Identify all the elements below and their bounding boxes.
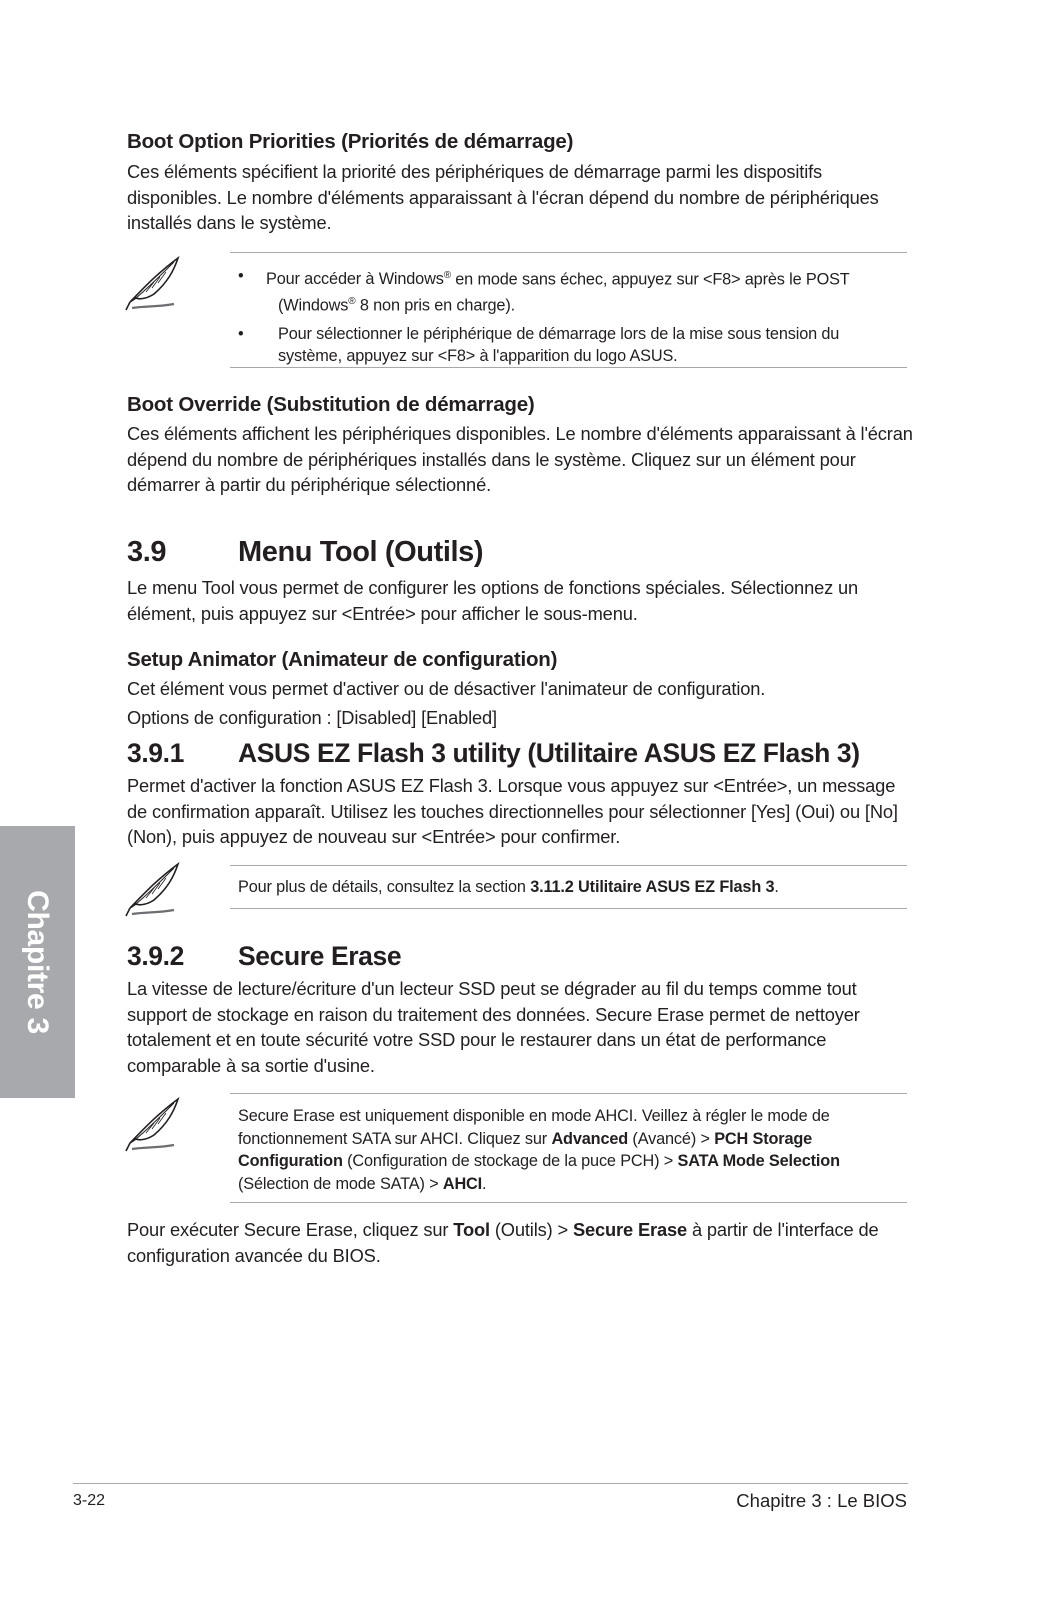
- note-text: Secure Erase est uniquement disponible en mode AHCI. Veillez à régler le mode de fonctionnement SATA sur AHCI. Cliquez sur: [238, 1107, 830, 1148]
- footer-chapter: Chapitre 3 : Le BIOS: [736, 1490, 907, 1511]
- section-number: 3.9.1: [127, 738, 184, 768]
- feather-pen-icon: [124, 1093, 188, 1155]
- note-bottom-rule: [230, 367, 907, 368]
- boot-option-body: Ces éléments spécifient la priorité des périphériques de démarrage parmi les dispositifs disponibles. Le nombre d'éléments apparaissant à l'écran dépend du nombre de périphériques installés dans le système.: [127, 161, 879, 233]
- section-3-9-2-body: La vitesse de lecture/écriture d'un lecteur SSD peut se dégrader au fil du temps comme tout support de stockage en raison du traitement des données. Secure Erase permet de nettoyer totalement et en toute sécurité votre SSD pour le restaurer dans un état de performance comparable à sa sortie d'usine.: [127, 978, 860, 1076]
- bullet1-line2: (Windows: [278, 296, 349, 315]
- bullet1-line2-cont: 8 non pris en charge).: [355, 296, 515, 315]
- note-top-rule: [230, 865, 907, 866]
- instruction-text: Pour exécuter Secure Erase, cliquez sur: [127, 1219, 454, 1240]
- menu-path-advanced: Advanced: [551, 1129, 629, 1148]
- secure-erase-instructions: [127, 1217, 917, 1268]
- bullet-glyph: •: [238, 267, 244, 285]
- section-title: Menu Tool (Outils): [238, 536, 484, 568]
- menu-path-pch-storage: PCH Storage Configuration: [238, 1129, 813, 1170]
- section-3-9-1-body: Permet d'activer la fonction ASUS EZ Flash 3. Lorsque vous appuyez sur <Entrée>, un message de confirmation apparaît. Utilisez les touches directionnelles pour sélectionner [Yes] (Oui) ou [No] (Non), puis appuyez de nouveau sur <Entrée> pour confirmer.: [127, 775, 898, 847]
- menu-path-sata-mode: SATA Mode Selection: [677, 1152, 840, 1170]
- menu-path-secure-erase: Secure Erase: [572, 1219, 688, 1240]
- feather-pen-icon: [124, 252, 188, 314]
- section-3-9-body: Le menu Tool vous permet de configurer les options de fonctions spéciales. Sélectionnez un élément, puis appuyez sur <Entrée> pour afficher le sous-menu.: [127, 577, 859, 624]
- note-top-rule: [230, 252, 907, 253]
- setup-animator-options: Options de configuration : [Disabled] [Enabled]: [127, 707, 497, 728]
- setup-animator-body: Cet élément vous permet d'activer ou de désactiver l'animateur de configuration.: [127, 678, 766, 699]
- boot-option-heading: Boot Option Priorities (Priorités de démarrage): [127, 130, 574, 153]
- bullet-glyph: •: [238, 324, 244, 343]
- boot-option-note: [230, 265, 870, 368]
- note-text-end: .: [774, 878, 779, 896]
- menu-path-tool: Tool: [453, 1219, 490, 1240]
- boot-override-body: Ces éléments affichent les périphériques disponibles. Le nombre d'éléments apparaissant à l'écran dépend du nombre de périphériques installés dans le système. Cliquez sur un élément pour démarrer à partir du périphérique sélectionné.: [127, 423, 913, 495]
- ez-flash-note: [238, 876, 898, 899]
- secure-erase-note: [238, 1105, 863, 1195]
- boot-override-heading: Boot Override (Substitution de démarrage): [127, 393, 535, 416]
- note-text: .: [482, 1174, 487, 1193]
- list-item: [230, 323, 870, 368]
- chapter-tab-label: Chapitre 3: [21, 890, 54, 1034]
- section-title: ASUS EZ Flash 3 utility (Utilitaire ASUS EZ Flash 3): [238, 738, 860, 768]
- bullet1-text-cont: en mode sans échec, appuyez sur <F8> après le POST: [450, 270, 850, 289]
- section-reference: 3.11.2 Utilitaire ASUS EZ Flash 3: [530, 878, 775, 896]
- instruction-text: à partir de l'interface de configuration avancée du BIOS.: [127, 1219, 879, 1266]
- setup-animator-heading: Setup Animator (Animateur de configuration): [127, 648, 558, 671]
- section-number: 3.9: [127, 536, 167, 568]
- feather-pen-icon: [124, 858, 188, 920]
- bullet1-text: Pour accéder à Windows: [266, 270, 444, 289]
- instruction-text: (Outils) >: [489, 1219, 573, 1240]
- chapter-side-tab: [0, 826, 75, 1098]
- registered-mark: ®: [348, 295, 356, 307]
- page-number: 3-22: [73, 1492, 106, 1509]
- note-bottom-rule: [230, 908, 907, 909]
- section-number: 3.9.2: [127, 941, 184, 971]
- note-bottom-rule: [230, 1202, 907, 1203]
- list-item: [230, 265, 870, 317]
- note-text: (Configuration de stockage de la puce PCH) >: [342, 1152, 678, 1170]
- bullet2-text: Pour sélectionner le périphérique de démarrage lors de la mise sous tension du système, appuyez sur <F8> à l'apparition du logo ASUS.: [278, 324, 840, 366]
- registered-mark: ®: [443, 270, 451, 281]
- note-text: (Avancé) >: [628, 1129, 715, 1148]
- section-title: Secure Erase: [238, 941, 402, 971]
- note-top-rule: [230, 1093, 907, 1094]
- footer-rule: [73, 1483, 908, 1484]
- note-text: Pour plus de détails, consultez la section: [238, 878, 531, 896]
- note-text: (Sélection de mode SATA) >: [238, 1174, 443, 1193]
- menu-path-ahci: AHCI: [442, 1174, 483, 1193]
